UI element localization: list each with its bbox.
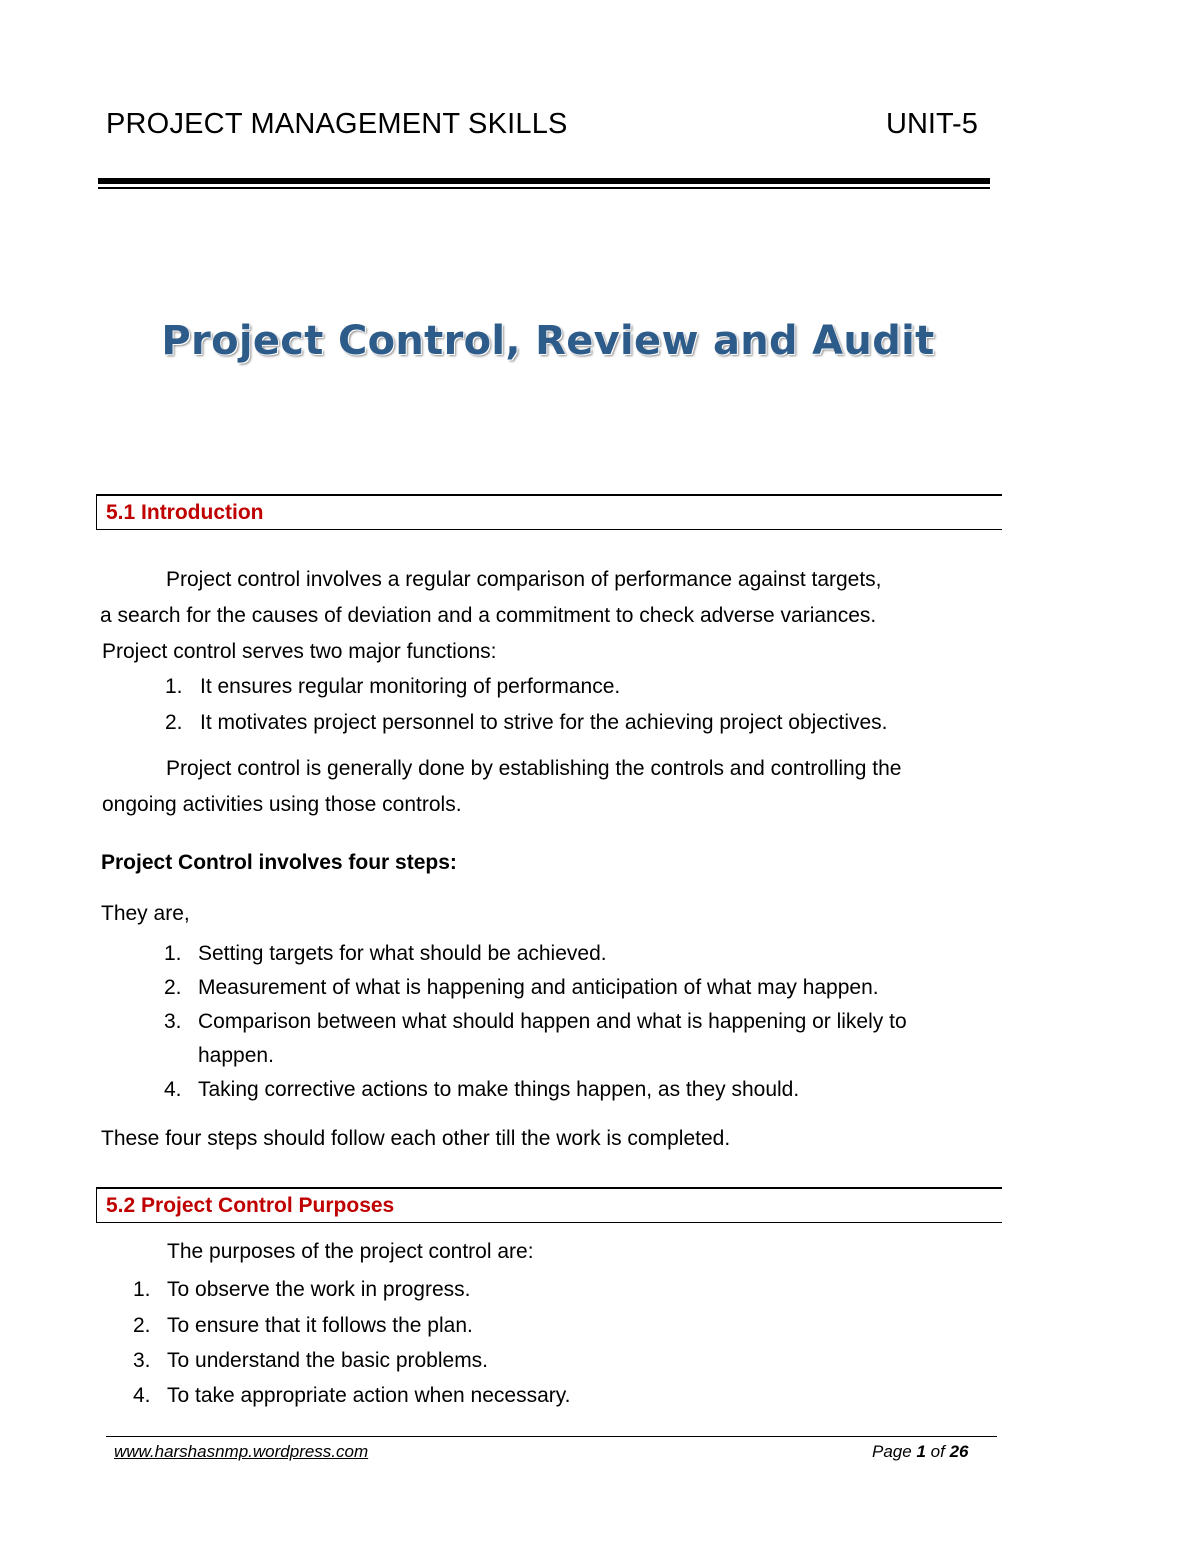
step-item: Comparison between what should happen and what is happening or likely to <box>198 1010 907 1033</box>
section-heading-introduction <box>96 494 1002 530</box>
document-title: Project Control, Review and Audit <box>161 318 935 364</box>
control-para-line-2: ongoing activities using those controls. <box>102 793 462 816</box>
step-item: Setting targets for what should be achieved. <box>198 942 607 965</box>
header-title: PROJECT MANAGEMENT SKILLS <box>106 108 568 140</box>
intro-para-line-3: Project control serves two major functions: <box>102 640 497 663</box>
step-number: 1. <box>164 942 182 965</box>
page-total: 26 <box>949 1442 969 1461</box>
step-item: Measurement of what is happening and anticipation of what may happen. <box>198 976 879 999</box>
function-item: It ensures regular monitoring of performance. <box>200 675 621 698</box>
intro-para-line-2: a search for the causes of deviation and a commitment to check adverse variances. <box>100 604 877 627</box>
section-heading-text: 5.1 Introduction <box>106 501 264 524</box>
step-number: 3. <box>164 1010 182 1033</box>
page-of: of <box>930 1442 945 1461</box>
step-item-continued: happen. <box>198 1044 274 1067</box>
function-number: 1. <box>165 675 183 698</box>
steps-closing: These four steps should follow each other till the work is completed. <box>101 1127 731 1150</box>
function-item: It motivates project personnel to strive for the achieving project objectives. <box>200 711 888 734</box>
function-number: 2. <box>165 711 183 734</box>
control-para-line-1: Project control is generally done by establishing the controls and controlling the <box>166 757 902 780</box>
steps-heading: Project Control involves four steps: <box>101 851 457 874</box>
purpose-number: 3. <box>133 1349 151 1372</box>
purposes-intro: The purposes of the project control are: <box>167 1240 534 1263</box>
step-item: Taking corrective actions to make things happen, as they should. <box>198 1078 800 1101</box>
header-rule-thick <box>98 178 990 184</box>
step-number: 4. <box>164 1078 182 1101</box>
purpose-item: To take appropriate action when necessary. <box>167 1384 571 1407</box>
page-indicator <box>872 1442 968 1462</box>
steps-intro: They are, <box>101 902 190 925</box>
intro-para-line-1: Project control involves a regular comparison of performance against targets, <box>166 568 882 591</box>
footer-rule <box>106 1436 997 1437</box>
header-unit: UNIT-5 <box>886 108 978 140</box>
purpose-number: 2. <box>133 1314 151 1337</box>
purpose-item: To understand the basic problems. <box>167 1349 489 1372</box>
footer-link[interactable]: www.harshasnmp.wordpress.com <box>114 1442 369 1461</box>
section-heading-purposes <box>96 1187 1002 1223</box>
header-rule-thin <box>98 187 990 189</box>
purpose-item: To ensure that it follows the plan. <box>167 1314 473 1337</box>
purpose-item: To observe the work in progress. <box>167 1278 471 1301</box>
purpose-number: 4. <box>133 1384 151 1407</box>
step-number: 2. <box>164 976 182 999</box>
purpose-number: 1. <box>133 1278 151 1301</box>
page-current: 1 <box>916 1442 926 1461</box>
section-heading-text: 5.2 Project Control Purposes <box>106 1194 395 1217</box>
page-prefix: Page <box>872 1442 912 1461</box>
